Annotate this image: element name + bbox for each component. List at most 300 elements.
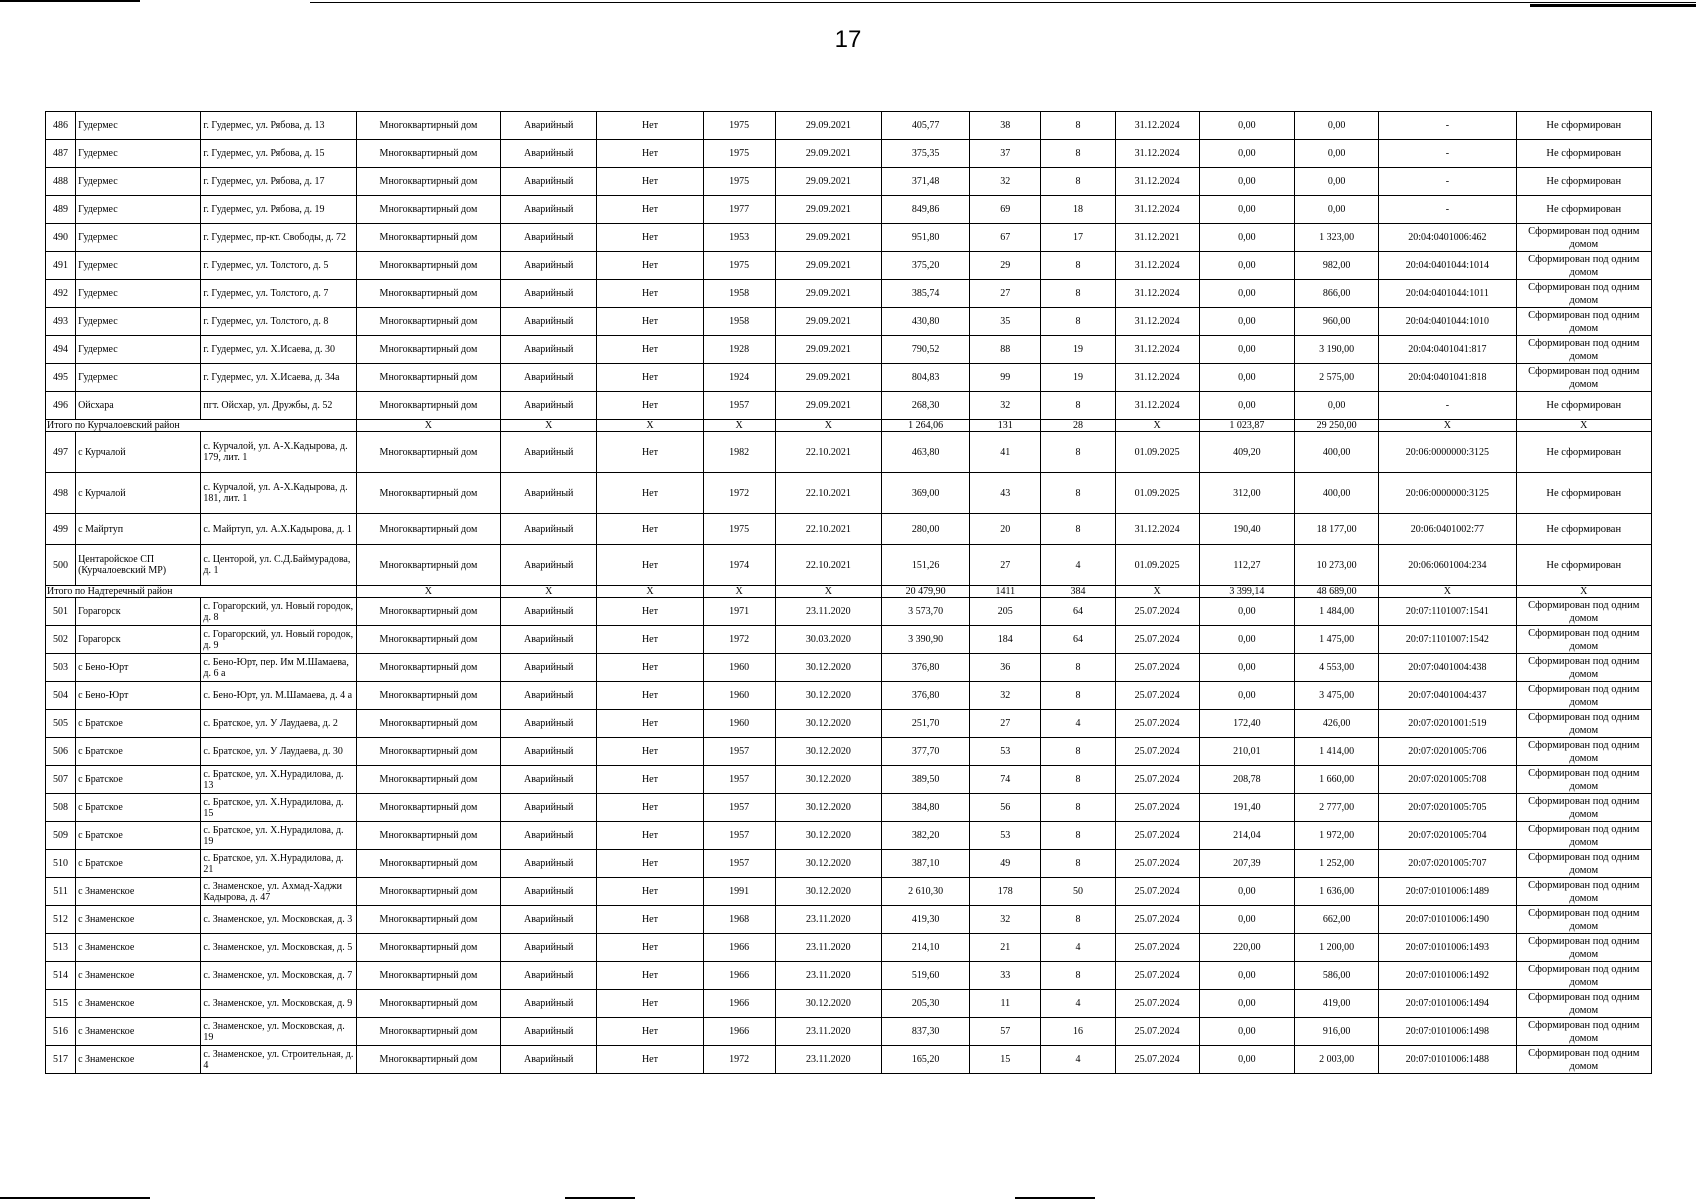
- flag-value: Нет: [597, 473, 703, 514]
- land-area: 4 553,00: [1295, 654, 1379, 682]
- condition: Аварийный: [501, 364, 597, 392]
- land-area: 866,00: [1295, 280, 1379, 308]
- cadastral-number: -: [1379, 112, 1516, 140]
- row-number: 511: [46, 878, 76, 906]
- build-year: 1975: [703, 252, 775, 280]
- total-cell: 1411: [970, 586, 1041, 598]
- total-cell: 3 399,14: [1199, 586, 1294, 598]
- table-row: [46, 336, 1652, 364]
- planned-date: 31.12.2024: [1115, 308, 1199, 336]
- total-cell: X: [597, 586, 703, 598]
- area-value: 280,00: [882, 514, 970, 545]
- planned-date: 31.12.2024: [1115, 280, 1199, 308]
- condition: Аварийный: [501, 432, 597, 473]
- locality: с Бено-Юрт: [76, 654, 201, 682]
- area-value: 849,86: [882, 196, 970, 224]
- land-area: 3 475,00: [1295, 682, 1379, 710]
- registry-body: [46, 112, 1652, 1074]
- building-type: Многоквартирный дом: [356, 794, 500, 822]
- apartments-count: 8: [1041, 822, 1115, 850]
- locality: Гудермес: [76, 364, 201, 392]
- residents-count: 53: [970, 822, 1041, 850]
- apartments-count: 4: [1041, 545, 1115, 586]
- apartments-count: 8: [1041, 392, 1115, 420]
- amount-value: 0,00: [1199, 962, 1294, 990]
- build-year: 1957: [703, 766, 775, 794]
- building-type: Многоквартирный дом: [356, 336, 500, 364]
- recognition-date: 29.09.2021: [775, 112, 881, 140]
- residents-count: 32: [970, 682, 1041, 710]
- address: с. Майртуп, ул. А.Х.Кадырова, д. 1: [201, 514, 356, 545]
- amount-value: 0,00: [1199, 626, 1294, 654]
- build-year: 1957: [703, 822, 775, 850]
- apartments-count: 4: [1041, 1046, 1115, 1074]
- flag-value: Нет: [597, 766, 703, 794]
- table-row: [46, 545, 1652, 586]
- land-status: Сформирован под одним домом: [1516, 710, 1651, 738]
- area-value: 268,30: [882, 392, 970, 420]
- residents-count: 53: [970, 738, 1041, 766]
- build-year: 1972: [703, 1046, 775, 1074]
- land-area: 982,00: [1295, 252, 1379, 280]
- building-type: Многоквартирный дом: [356, 224, 500, 252]
- apartments-count: 8: [1041, 682, 1115, 710]
- building-type: Многоквартирный дом: [356, 990, 500, 1018]
- flag-value: Нет: [597, 112, 703, 140]
- total-cell: X: [703, 586, 775, 598]
- locality: с Бено-Юрт: [76, 682, 201, 710]
- row-number: 492: [46, 280, 76, 308]
- area-value: 382,20: [882, 822, 970, 850]
- condition: Аварийный: [501, 336, 597, 364]
- planned-date: 01.09.2025: [1115, 473, 1199, 514]
- planned-date: 25.07.2024: [1115, 598, 1199, 626]
- row-number: 517: [46, 1046, 76, 1074]
- recognition-date: 30.12.2020: [775, 794, 881, 822]
- area-value: 369,00: [882, 473, 970, 514]
- amount-value: 220,00: [1199, 934, 1294, 962]
- address: с. Братское, ул. У Лаудаева, д. 30: [201, 738, 356, 766]
- residents-count: 27: [970, 710, 1041, 738]
- cadastral-number: 20:07:0101006:1493: [1379, 934, 1516, 962]
- recognition-date: 29.09.2021: [775, 364, 881, 392]
- address: пгт. Ойсхар, ул. Дружбы, д. 52: [201, 392, 356, 420]
- land-area: 586,00: [1295, 962, 1379, 990]
- locality: Гудермес: [76, 168, 201, 196]
- total-cell: 131: [970, 420, 1041, 432]
- row-number: 499: [46, 514, 76, 545]
- recognition-date: 23.11.2020: [775, 1046, 881, 1074]
- land-area: 1 660,00: [1295, 766, 1379, 794]
- land-area: 2 777,00: [1295, 794, 1379, 822]
- area-value: 804,83: [882, 364, 970, 392]
- condition: Аварийный: [501, 990, 597, 1018]
- land-area: 10 273,00: [1295, 545, 1379, 586]
- amount-value: 409,20: [1199, 432, 1294, 473]
- total-cell: 1 264,06: [882, 420, 970, 432]
- land-status: Сформирован под одним домом: [1516, 364, 1651, 392]
- building-type: Многоквартирный дом: [356, 514, 500, 545]
- apartments-count: 19: [1041, 364, 1115, 392]
- flag-value: Нет: [597, 364, 703, 392]
- planned-date: 31.12.2024: [1115, 196, 1199, 224]
- build-year: 1975: [703, 514, 775, 545]
- row-number: 495: [46, 364, 76, 392]
- table-row: [46, 906, 1652, 934]
- area-value: 377,70: [882, 738, 970, 766]
- table-row: [46, 934, 1652, 962]
- area-value: 419,30: [882, 906, 970, 934]
- planned-date: 25.07.2024: [1115, 850, 1199, 878]
- planned-date: 01.09.2025: [1115, 545, 1199, 586]
- flag-value: Нет: [597, 392, 703, 420]
- land-status: Сформирован под одним домом: [1516, 738, 1651, 766]
- recognition-date: 30.12.2020: [775, 850, 881, 878]
- locality: с Знаменское: [76, 1046, 201, 1074]
- row-number: 509: [46, 822, 76, 850]
- recognition-date: 23.11.2020: [775, 598, 881, 626]
- row-number: 491: [46, 252, 76, 280]
- table-row: [46, 514, 1652, 545]
- flag-value: Нет: [597, 822, 703, 850]
- locality: с Знаменское: [76, 990, 201, 1018]
- top-left-rule: [0, 0, 140, 2]
- land-status: Сформирован под одним домом: [1516, 822, 1651, 850]
- locality: с Майртуп: [76, 514, 201, 545]
- planned-date: 25.07.2024: [1115, 766, 1199, 794]
- amount-value: 0,00: [1199, 308, 1294, 336]
- condition: Аварийный: [501, 878, 597, 906]
- flag-value: Нет: [597, 682, 703, 710]
- land-status: Сформирован под одним домом: [1516, 682, 1651, 710]
- land-status: Сформирован под одним домом: [1516, 280, 1651, 308]
- amount-value: 0,00: [1199, 364, 1294, 392]
- land-status: Сформирован под одним домом: [1516, 850, 1651, 878]
- cadastral-number: 20:06:0601004:234: [1379, 545, 1516, 586]
- residents-count: 27: [970, 545, 1041, 586]
- total-cell: 48 689,00: [1295, 586, 1379, 598]
- recognition-date: 29.09.2021: [775, 224, 881, 252]
- land-status: Не сформирован: [1516, 392, 1651, 420]
- district-total-row: [46, 586, 1652, 598]
- condition: Аварийный: [501, 1018, 597, 1046]
- build-year: 1958: [703, 280, 775, 308]
- condition: Аварийный: [501, 224, 597, 252]
- cadastral-number: 20:07:0101006:1492: [1379, 962, 1516, 990]
- flag-value: Нет: [597, 990, 703, 1018]
- recognition-date: 29.09.2021: [775, 196, 881, 224]
- amount-value: 0,00: [1199, 906, 1294, 934]
- locality: Гудермес: [76, 140, 201, 168]
- row-number: 488: [46, 168, 76, 196]
- row-number: 510: [46, 850, 76, 878]
- building-type: Многоквартирный дом: [356, 168, 500, 196]
- building-type: Многоквартирный дом: [356, 473, 500, 514]
- residents-count: 15: [970, 1046, 1041, 1074]
- cadastral-number: -: [1379, 168, 1516, 196]
- land-status: Сформирован под одним домом: [1516, 252, 1651, 280]
- land-area: 0,00: [1295, 392, 1379, 420]
- area-value: 205,30: [882, 990, 970, 1018]
- row-number: 493: [46, 308, 76, 336]
- row-number: 498: [46, 473, 76, 514]
- land-area: 960,00: [1295, 308, 1379, 336]
- locality: с Братское: [76, 738, 201, 766]
- building-type: Многоквартирный дом: [356, 280, 500, 308]
- apartments-count: 19: [1041, 336, 1115, 364]
- build-year: 1971: [703, 598, 775, 626]
- residents-count: 49: [970, 850, 1041, 878]
- table-row: [46, 392, 1652, 420]
- row-number: 514: [46, 962, 76, 990]
- cadastral-number: 20:07:0401004:438: [1379, 654, 1516, 682]
- recognition-date: 29.09.2021: [775, 140, 881, 168]
- cadastral-number: -: [1379, 392, 1516, 420]
- locality: с Знаменское: [76, 934, 201, 962]
- residents-count: 32: [970, 906, 1041, 934]
- build-year: 1972: [703, 626, 775, 654]
- address: г. Гудермес, ул. Х.Исаева, д. 34а: [201, 364, 356, 392]
- locality: с Братское: [76, 710, 201, 738]
- apartments-count: 4: [1041, 710, 1115, 738]
- planned-date: 31.12.2024: [1115, 112, 1199, 140]
- apartments-count: 8: [1041, 654, 1115, 682]
- locality: Гудермес: [76, 112, 201, 140]
- address: с. Знаменское, ул. Ахмад-Хаджи Кадырова, д. 47: [201, 878, 356, 906]
- land-area: 0,00: [1295, 112, 1379, 140]
- build-year: 1957: [703, 794, 775, 822]
- row-number: 508: [46, 794, 76, 822]
- apartments-count: 8: [1041, 280, 1115, 308]
- build-year: 1966: [703, 990, 775, 1018]
- recognition-date: 23.11.2020: [775, 962, 881, 990]
- recognition-date: 22.10.2021: [775, 545, 881, 586]
- building-type: Многоквартирный дом: [356, 878, 500, 906]
- residents-count: 38: [970, 112, 1041, 140]
- condition: Аварийный: [501, 280, 597, 308]
- cadastral-number: 20:07:0201001:519: [1379, 710, 1516, 738]
- building-type: Многоквартирный дом: [356, 1046, 500, 1074]
- top-right-rule: [1530, 4, 1696, 7]
- total-cell: X: [501, 586, 597, 598]
- address: с. Бено-Юрт, пер. Им М.Шамаева, д. 6 а: [201, 654, 356, 682]
- apartments-count: 17: [1041, 224, 1115, 252]
- residents-count: 88: [970, 336, 1041, 364]
- condition: Аварийный: [501, 140, 597, 168]
- apartments-count: 4: [1041, 934, 1115, 962]
- apartments-count: 50: [1041, 878, 1115, 906]
- row-number: 494: [46, 336, 76, 364]
- condition: Аварийный: [501, 794, 597, 822]
- flag-value: Нет: [597, 738, 703, 766]
- locality: с Братское: [76, 850, 201, 878]
- amount-value: 190,40: [1199, 514, 1294, 545]
- land-status: Сформирован под одним домом: [1516, 308, 1651, 336]
- residents-count: 74: [970, 766, 1041, 794]
- flag-value: Нет: [597, 654, 703, 682]
- land-status: Сформирован под одним домом: [1516, 1046, 1651, 1074]
- amount-value: 0,00: [1199, 140, 1294, 168]
- recognition-date: 29.09.2021: [775, 280, 881, 308]
- flag-value: Нет: [597, 432, 703, 473]
- apartments-count: 8: [1041, 252, 1115, 280]
- locality: с Знаменское: [76, 962, 201, 990]
- build-year: 1977: [703, 196, 775, 224]
- building-type: Многоквартирный дом: [356, 308, 500, 336]
- area-value: 3 573,70: [882, 598, 970, 626]
- apartments-count: 8: [1041, 738, 1115, 766]
- residents-count: 178: [970, 878, 1041, 906]
- cadastral-number: 20:07:1101007:1541: [1379, 598, 1516, 626]
- cadastral-number: 20:04:0401044:1014: [1379, 252, 1516, 280]
- planned-date: 25.07.2024: [1115, 1046, 1199, 1074]
- area-value: 837,30: [882, 1018, 970, 1046]
- apartments-count: 8: [1041, 140, 1115, 168]
- condition: Аварийный: [501, 626, 597, 654]
- flag-value: Нет: [597, 168, 703, 196]
- amount-value: 0,00: [1199, 990, 1294, 1018]
- land-status: Не сформирован: [1516, 514, 1651, 545]
- land-area: 2 575,00: [1295, 364, 1379, 392]
- total-label: Итого по Надтеречный район: [46, 586, 357, 598]
- row-number: 504: [46, 682, 76, 710]
- land-status: Сформирован под одним домом: [1516, 224, 1651, 252]
- planned-date: 25.07.2024: [1115, 990, 1199, 1018]
- land-status: Сформирован под одним домом: [1516, 654, 1651, 682]
- apartments-count: 8: [1041, 168, 1115, 196]
- planned-date: 25.07.2024: [1115, 682, 1199, 710]
- condition: Аварийный: [501, 962, 597, 990]
- area-value: 375,20: [882, 252, 970, 280]
- table-row: [46, 140, 1652, 168]
- locality: с Курчалой: [76, 432, 201, 473]
- area-value: 405,77: [882, 112, 970, 140]
- building-type: Многоквартирный дом: [356, 934, 500, 962]
- total-cell: X: [775, 586, 881, 598]
- land-status: Сформирован под одним домом: [1516, 934, 1651, 962]
- recognition-date: 23.11.2020: [775, 1018, 881, 1046]
- residents-count: 57: [970, 1018, 1041, 1046]
- address: г. Гудермес, ул. Рябова, д. 13: [201, 112, 356, 140]
- apartments-count: 4: [1041, 990, 1115, 1018]
- amount-value: 0,00: [1199, 196, 1294, 224]
- row-number: 486: [46, 112, 76, 140]
- area-value: 151,26: [882, 545, 970, 586]
- amount-value: 0,00: [1199, 1018, 1294, 1046]
- land-area: 1 484,00: [1295, 598, 1379, 626]
- recognition-date: 29.09.2021: [775, 252, 881, 280]
- build-year: 1958: [703, 308, 775, 336]
- address: с. Знаменское, ул. Московская, д. 5: [201, 934, 356, 962]
- condition: Аварийный: [501, 906, 597, 934]
- residents-count: 11: [970, 990, 1041, 1018]
- planned-date: 25.07.2024: [1115, 878, 1199, 906]
- build-year: 1966: [703, 962, 775, 990]
- land-area: 400,00: [1295, 432, 1379, 473]
- build-year: 1975: [703, 168, 775, 196]
- apartments-count: 16: [1041, 1018, 1115, 1046]
- amount-value: 0,00: [1199, 168, 1294, 196]
- build-year: 1966: [703, 934, 775, 962]
- land-status: Не сформирован: [1516, 473, 1651, 514]
- land-status: Не сформирован: [1516, 168, 1651, 196]
- residents-count: 27: [970, 280, 1041, 308]
- building-type: Многоквартирный дом: [356, 962, 500, 990]
- area-value: 519,60: [882, 962, 970, 990]
- apartments-count: 8: [1041, 794, 1115, 822]
- land-area: 916,00: [1295, 1018, 1379, 1046]
- build-year: 1960: [703, 710, 775, 738]
- residents-count: 21: [970, 934, 1041, 962]
- row-number: 501: [46, 598, 76, 626]
- land-area: 1 475,00: [1295, 626, 1379, 654]
- residents-count: 67: [970, 224, 1041, 252]
- land-status: Сформирован под одним домом: [1516, 336, 1651, 364]
- area-value: 385,74: [882, 280, 970, 308]
- flag-value: Нет: [597, 1018, 703, 1046]
- recognition-date: 30.12.2020: [775, 822, 881, 850]
- table-row: [46, 598, 1652, 626]
- amount-value: 191,40: [1199, 794, 1294, 822]
- flag-value: Нет: [597, 962, 703, 990]
- land-area: 0,00: [1295, 140, 1379, 168]
- apartments-count: 64: [1041, 598, 1115, 626]
- land-area: 662,00: [1295, 906, 1379, 934]
- condition: Аварийный: [501, 545, 597, 586]
- residents-count: 20: [970, 514, 1041, 545]
- area-value: 251,70: [882, 710, 970, 738]
- address: с. Курчалой, ул. А-Х.Кадырова, д. 179, лит. 1: [201, 432, 356, 473]
- address: г. Гудермес, ул. Толстого, д. 7: [201, 280, 356, 308]
- area-value: 951,80: [882, 224, 970, 252]
- apartments-count: 8: [1041, 906, 1115, 934]
- amount-value: 172,40: [1199, 710, 1294, 738]
- address: с. Горагорский, ул. Новый городок, д. 8: [201, 598, 356, 626]
- address: с. Братское, ул. Х.Нурадилова, д. 21: [201, 850, 356, 878]
- area-value: 376,80: [882, 682, 970, 710]
- table-row: [46, 196, 1652, 224]
- table-row: [46, 962, 1652, 990]
- condition: Аварийный: [501, 252, 597, 280]
- land-area: 1 972,00: [1295, 822, 1379, 850]
- flag-value: Нет: [597, 252, 703, 280]
- planned-date: 25.07.2024: [1115, 794, 1199, 822]
- apartments-count: 8: [1041, 962, 1115, 990]
- cadastral-number: 20:04:0401044:1010: [1379, 308, 1516, 336]
- planned-date: 25.07.2024: [1115, 906, 1199, 934]
- amount-value: 0,00: [1199, 336, 1294, 364]
- condition: Аварийный: [501, 196, 597, 224]
- build-year: 1991: [703, 878, 775, 906]
- locality: Гудермес: [76, 280, 201, 308]
- condition: Аварийный: [501, 308, 597, 336]
- planned-date: 25.07.2024: [1115, 654, 1199, 682]
- table-row: [46, 682, 1652, 710]
- land-status: Сформирован под одним домом: [1516, 766, 1651, 794]
- apartments-count: 18: [1041, 196, 1115, 224]
- table-row: [46, 1018, 1652, 1046]
- condition: Аварийный: [501, 766, 597, 794]
- address: г. Гудермес, ул. Толстого, д. 5: [201, 252, 356, 280]
- build-year: 1957: [703, 850, 775, 878]
- cadastral-number: 20:06:0000000:3125: [1379, 432, 1516, 473]
- apartments-count: 8: [1041, 112, 1115, 140]
- cadastral-number: 20:04:0401041:818: [1379, 364, 1516, 392]
- planned-date: 31.12.2021: [1115, 224, 1199, 252]
- locality: с Курчалой: [76, 473, 201, 514]
- residents-count: 69: [970, 196, 1041, 224]
- table-row: [46, 252, 1652, 280]
